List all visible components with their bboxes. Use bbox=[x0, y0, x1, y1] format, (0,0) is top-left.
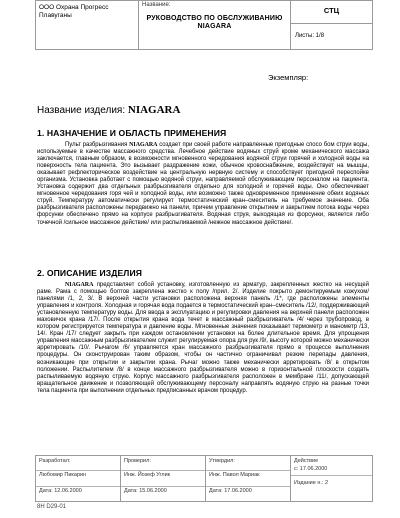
brand-name: NIAGARA bbox=[65, 282, 94, 288]
footer-person: Инж. Йозеф Углик bbox=[124, 472, 171, 478]
footer-divider bbox=[121, 470, 205, 471]
footer-person: Любомир Пикарин bbox=[39, 472, 87, 478]
footer-form-code: 8H D29-01 bbox=[37, 504, 67, 510]
footer-date: Дата: 12.06.2000 bbox=[39, 488, 82, 494]
footer-role: Разработал: bbox=[39, 458, 71, 464]
header-sheet-box bbox=[290, 23, 373, 50]
footer-divider bbox=[206, 470, 290, 471]
section-body-description bbox=[37, 282, 369, 395]
paragraph-rest: создает при своей работе направленные пригодные спосо бом струи воды, используемые в качестве массажного средства. Лечебное действие водяных струй кроме механического массажа заключается, главным образом, в возможности мгновенного чередования водяной струи горячей и холодной воды на поверхность тела пациента. Это вызывает раздражение кожи, обычное кровоснабжение, воздействует на мышцы, оказывает рефлекторическое воздействие на центральную нервную систему и способствует пригодной переспойке организма. Установка работает с помощью водяной струи, направляемой обслуживающим персоналом на пациента. Установка содержит два отдельных разбрызгивателя отдельно для холодной и горячей воды. Оно обеспечивает мгновенное чередования горя чей и холодной воды, или возможно также одновременное применение обеих водяных струй. Температуру автоматически регулирует термостатический кран–смеситель на требуемое значение. Оба разбрызгивателя расположены передвижно на панели, причем управление открытием и закрытием потока воды через форсунки обеспечено прямо на корпусе разбрызгивателя. Водяная струя, выходящая из форсунки, является либо точечной /сильное массажное действие/ или распыливаемой /нежное массажное действие/. bbox=[37, 142, 369, 226]
brand-name: NIAGARA bbox=[129, 142, 158, 148]
footer-divider bbox=[36, 470, 120, 471]
document-title: РУКОВОДСТВО ПО ОБСЛУЖИВАНИЮ NIAGARA bbox=[146, 15, 283, 30]
header-code-box bbox=[290, 0, 373, 24]
footer-divider bbox=[121, 486, 205, 487]
header-organization bbox=[35, 0, 139, 50]
footer-date: Дата: 17.06.2000 bbox=[209, 488, 252, 494]
footer-person: Инж. Павол Мариак bbox=[209, 472, 260, 478]
header-title-box bbox=[138, 0, 291, 50]
copy-label: Экземпляр: bbox=[268, 73, 309, 82]
footer-cell-checker bbox=[120, 455, 206, 502]
product-label: Название изделия: bbox=[37, 105, 126, 116]
document-header bbox=[35, 0, 373, 50]
section-body-purpose bbox=[37, 142, 369, 227]
title-label: Название: bbox=[142, 2, 171, 8]
footer-date: Дата: 15.06.2000 bbox=[124, 488, 167, 494]
footer-role: Проверил: bbox=[124, 458, 151, 464]
footer-cell-author bbox=[35, 455, 121, 502]
sheet-count: Листы: 1/8 bbox=[295, 33, 325, 39]
product-line bbox=[37, 104, 180, 116]
footer-divider bbox=[36, 486, 120, 487]
footer-valid-date: с: 17.06.2000 bbox=[294, 466, 328, 472]
paragraph-start: Пульт разбрызгивания bbox=[65, 142, 130, 148]
organization-name: ООО Охрана Прогресс Плавуганы bbox=[39, 4, 109, 19]
footer-divider bbox=[206, 486, 290, 487]
footer-valid-label: Действие bbox=[294, 458, 319, 464]
product-name: NIAGARA bbox=[127, 104, 181, 116]
footer-role: Утвердил: bbox=[209, 458, 235, 464]
section-heading-description: 2. ОПИСАНИЕ ИЗДЕЛИЯ bbox=[37, 268, 142, 278]
paragraph-rest: представляет собой установку, изготовленную из арматур, закрепленных жестко на несущей раме. Рама с помощью болтов закреплена жестко к полу /прил. 2/. Изделие покрыто демонтируемым кожухом/панелями /1, 2, 3/. В верхней части установки расположена верхняя панель /1*, где расположены элементы управления и контроля. Холодная и горячая вода подается в термостатический кран–смеситель /12/, поддерживающий установленную температуру воды. Для ввода в эксплуатацию и регулировки давления на верхней панели расположен маховичок крана /17/. После открытия крана вода течет в массажный разбрызгиватель /4/ через трубопровод, в котором регистрируется температура и давление воды. Мгновенные значения показывает термометр и манометр /13, 14/. Кран /17/ следует закрыть при каждом остановлении установки на более длительное время. Для упрощения управления массажным разбрызгивателем служит регулируемая опора для рук /9/, высоту которой можно механически арретировать /10/. Рычагом /6/ управляется кран массажного разбрызгивателя прямо в процессе выполнения процедуры. Он сконструирован таким образом, чтобы он частично ограничивал резкие перепады давления, возникающие при открытии и закрытии крана. Рычаг можно также механически арретировать /8/ в открытом положении. Распылителем /8/ в конце массажного разбрызгивателя можно в горизонтальной плоскости создать распыливаемую водяную струю. Корпус массажного разбрызгивателя расположен в мембране /11/, допускающей вращательное движение и позволяющей обслуживающему персоналу направлять водяную струю на разные точки тела пациента при выполнении отдельных предписанных врачом процедур. bbox=[37, 282, 369, 394]
document-footer bbox=[35, 455, 373, 502]
document-code: СТЦ bbox=[323, 6, 340, 15]
footer-divider bbox=[291, 475, 372, 476]
footer-edition: Издание н.: 2 bbox=[294, 480, 328, 486]
footer-cell-approver bbox=[205, 455, 291, 502]
section-heading-purpose: 1. НАЗНАЧЕНИЕ И ОБЛАСТЬ ПРИМЕНЕНИЯ bbox=[37, 128, 227, 138]
footer-cell-validity bbox=[290, 455, 373, 502]
